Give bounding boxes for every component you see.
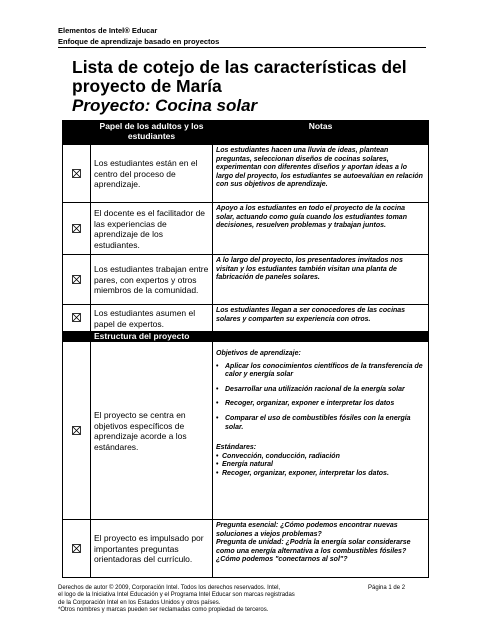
footer-line-4: *Otros nombres y marcas pueden ser reclamadas como propiedad de terceros.: [58, 606, 269, 613]
criterion-text: Los estudiantes están en el centro del proceso de aprendizaje.: [91, 145, 213, 203]
document-header: [58, 26, 426, 48]
checklist-table: [62, 120, 429, 578]
checkbox-cell: [63, 520, 91, 578]
checkbox-cell: [63, 145, 91, 203]
checkbox-cell: [63, 203, 91, 255]
checkbox-cell: [63, 342, 91, 520]
page-title: Lista de cotejo de las características del proyecto de María: [72, 57, 407, 96]
section-empty-cell: [63, 332, 91, 342]
questions-note: [213, 520, 429, 578]
page-number: Página 1 de 2: [368, 585, 406, 591]
standard-item: • Recoger, organizar, exponer, interpretar los datos.: [216, 470, 425, 479]
objectives-title: Objetivos de aprendizaje:: [216, 350, 301, 357]
checked-box-icon[interactable]: [72, 309, 81, 318]
checked-box-icon[interactable]: [72, 220, 81, 229]
criterion-text: Los estudiantes asumen el papel de expertos.: [91, 305, 213, 332]
section-header-row: [63, 332, 429, 342]
checked-box-icon[interactable]: [72, 422, 81, 431]
page-subtitle: Proyecto: Cocina solar: [72, 96, 258, 115]
table-row: [63, 305, 429, 332]
checked-box-icon[interactable]: [72, 165, 81, 174]
checkbox-cell: [63, 305, 91, 332]
standard-item: • Convección, conducción, radiación: [216, 453, 425, 462]
header-line-2: Enfoque de aprendizaje basado en proyectos: [58, 37, 426, 48]
checked-box-icon[interactable]: [72, 271, 81, 280]
header-empty-cell: [63, 121, 91, 145]
note-text: Los estudiantes llegan a ser conocedores de las cocinas solares y comparten su experiencia con otros.: [213, 305, 429, 332]
section-title: Estructura del proyecto: [91, 332, 429, 342]
table-row: [63, 342, 429, 520]
standard-item: • Energía natural: [216, 461, 425, 470]
note-text: Apoyo a los estudiantes en todo el proyecto de la cocina solar, actuando como guía cuando los estudiantes toman decisiones, resuelven problemas y trabajan juntos.: [213, 203, 429, 255]
objectives-list: [216, 363, 425, 433]
criterion-text: Los estudiantes trabajan entre pares, con expertos y otros miembros de la comunidad.: [91, 255, 213, 305]
header-line-1: Elementos de Intel® Educar: [58, 26, 158, 35]
footer-line-3: de la Corporación Intel en los Estados Unidos y otros países.: [58, 599, 221, 606]
criterion-text: El docente es el facilitador de las experiencias de aprendizaje de los estudiantes.: [91, 203, 213, 255]
footer-line-2: el logo de la Iniciativa Intel Educación y el Programa Intel Educar son marcas registradas: [58, 592, 295, 599]
objective-item: • Aplicar los conocimientos científicos de la transferencia de calor y energía solar: [216, 363, 425, 380]
criterion-text: El proyecto se centra en objetivos específicos de aprendizaje acorde a los estándares.: [91, 342, 213, 520]
criterion-text: El proyecto es impulsado por importantes preguntas orientadoras del currículo.: [91, 520, 213, 578]
standards-title: Estándares:: [216, 444, 257, 452]
note-text: Los estudiantes hacen una lluvia de ideas, plantean preguntas, seleccionan diseños de cocinas solares, experimentan con diferentes diseños y aportan ideas a lo largo del proyecto, los estudiantes se autoevalúan en relación con sus objetivos de aprendizaje.: [213, 145, 429, 203]
objective-item: • Desarrollar una utilización racional de la energía solar: [216, 386, 425, 395]
table-row: [63, 145, 429, 203]
column-header-notes: Notas: [213, 121, 429, 145]
checked-box-icon[interactable]: [72, 540, 81, 549]
objective-item: • Recoger, organizar, exponer e interpretar los datos: [216, 400, 425, 409]
checkbox-cell: [63, 255, 91, 305]
table-row: [63, 520, 429, 578]
table-header-row: [63, 121, 429, 145]
column-header-roles: Papel de los adultos y los estudiantes: [91, 121, 213, 145]
essential-question: Pregunta esencial: ¿Cómo podemos encontrar nuevas soluciones a viejos problemas?: [216, 522, 398, 538]
table-row: [63, 203, 429, 255]
content-question: ¿Cómo podemos "conectarnos al sol"?: [216, 556, 348, 564]
footer-line-1: Derechos de autor © 2009, Corporación Intel. Todos los derechos reservados. Intel,: [58, 585, 281, 591]
table-row: [63, 255, 429, 305]
objective-item: • Comparar el uso de combustibles fósiles con la energía solar.: [216, 415, 425, 432]
note-text: A lo largo del proyecto, los presentadores invitados nos visitan y los estudiantes también visitan una planta de fabricación de paneles solares.: [213, 255, 429, 305]
objectives-note: [213, 342, 429, 520]
unit-question: Pregunta de unidad: ¿Podría la energía solar considerarse como una energía alternativa a los combustibles fósiles?: [216, 539, 411, 555]
